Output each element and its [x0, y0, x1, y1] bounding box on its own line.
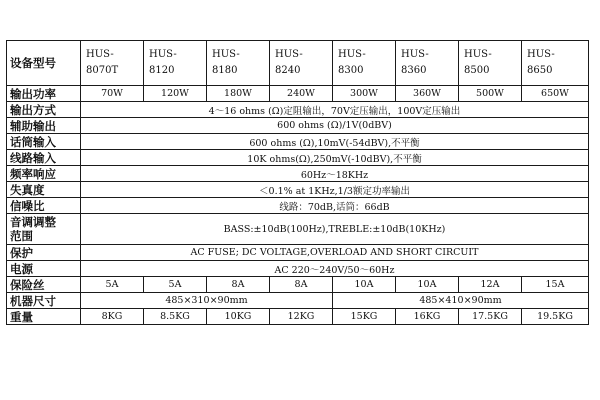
value-cell: 15KG — [333, 309, 396, 325]
value-cell: 8.5KG — [144, 309, 207, 325]
value-cell: 60Hz～18KHz — [81, 166, 589, 182]
value-cell: 485×410×90mm — [333, 293, 589, 309]
row-label: 信噪比 — [7, 198, 81, 214]
value-cell: AC FUSE; DC VOLTAGE,OVERLOAD AND SHORT CIRCUIT — [81, 245, 589, 261]
row-label: 失真度 — [7, 182, 81, 198]
value-cell: 5A — [81, 277, 144, 293]
value-cell: 线路：70dB,话筒：66dB — [81, 198, 589, 214]
value-cell: ＜0.1% at 1KHz,1/3额定功率输出 — [81, 182, 589, 198]
row-label: 输出功率 — [7, 86, 81, 102]
row-label: 频率响应 — [7, 166, 81, 182]
model-cell: HUS- 8240 — [270, 41, 333, 86]
value-cell: 8KG — [81, 309, 144, 325]
power-supply-row — [7, 261, 589, 277]
fuse-row — [7, 277, 589, 293]
mic-input-row — [7, 134, 589, 150]
tone-row — [7, 214, 589, 245]
value-cell: 600 ohms (Ω),10mV(-54dBV),不平衡 — [81, 134, 589, 150]
header-row — [7, 41, 589, 86]
row-label: 线路输入 — [7, 150, 81, 166]
value-cell: 5A — [144, 277, 207, 293]
row-label: 机器尺寸 — [7, 293, 81, 309]
row-label: 辅助输出 — [7, 118, 81, 134]
value-cell: 180W — [207, 86, 270, 102]
model-cell: HUS- 8500 — [459, 41, 522, 86]
value-cell: 8A — [270, 277, 333, 293]
value-cell: 10K ohms(Ω),250mV(-10dBV),不平衡 — [81, 150, 589, 166]
aux-output-row — [7, 118, 589, 134]
model-cell: HUS- 8070T — [81, 41, 144, 86]
output-mode-row — [7, 102, 589, 118]
dimensions-row — [7, 293, 589, 309]
row-label: 重量 — [7, 309, 81, 325]
value-cell: 17.5KG — [459, 309, 522, 325]
freq-response-row — [7, 166, 589, 182]
protection-row — [7, 245, 589, 261]
row-label: 保护 — [7, 245, 81, 261]
value-cell: 10A — [396, 277, 459, 293]
weight-row — [7, 309, 589, 325]
row-label: 电源 — [7, 261, 81, 277]
value-cell: 4～16 ohms (Ω)定阻输出，70V定压输出，100V定压输出 — [81, 102, 589, 118]
model-cell: HUS- 8180 — [207, 41, 270, 86]
value-cell: 16KG — [396, 309, 459, 325]
value-cell: 360W — [396, 86, 459, 102]
row-label: 输出方式 — [7, 102, 81, 118]
output-power-row — [7, 86, 589, 102]
model-cell: HUS- 8650 — [522, 41, 589, 86]
row-label: 设备型号 — [7, 41, 81, 86]
distortion-row — [7, 182, 589, 198]
value-cell: 300W — [333, 86, 396, 102]
value-cell: 12KG — [270, 309, 333, 325]
value-cell: AC 220～240V/50～60Hz — [81, 261, 589, 277]
value-cell: 15A — [522, 277, 589, 293]
value-cell: 10KG — [207, 309, 270, 325]
spec-table — [6, 40, 589, 325]
model-cell: HUS- 8300 — [333, 41, 396, 86]
value-cell: 600 ohms (Ω)/1V(0dBV) — [81, 118, 589, 134]
value-cell: 500W — [459, 86, 522, 102]
row-label: 话筒输入 — [7, 134, 81, 150]
model-cell: HUS- 8360 — [396, 41, 459, 86]
row-label: 保险丝 — [7, 277, 81, 293]
value-cell: 650W — [522, 86, 589, 102]
value-cell: 70W — [81, 86, 144, 102]
value-cell: 485×310×90mm — [81, 293, 333, 309]
value-cell: 12A — [459, 277, 522, 293]
snr-row — [7, 198, 589, 214]
value-cell: 19.5KG — [522, 309, 589, 325]
line-input-row — [7, 150, 589, 166]
value-cell: 240W — [270, 86, 333, 102]
model-cell: HUS- 8120 — [144, 41, 207, 86]
value-cell: BASS:±10dB(100Hz),TREBLE:±10dB(10KHz) — [81, 214, 589, 245]
row-label: 音调调整 范围 — [7, 214, 81, 245]
value-cell: 120W — [144, 86, 207, 102]
value-cell: 8A — [207, 277, 270, 293]
value-cell: 10A — [333, 277, 396, 293]
